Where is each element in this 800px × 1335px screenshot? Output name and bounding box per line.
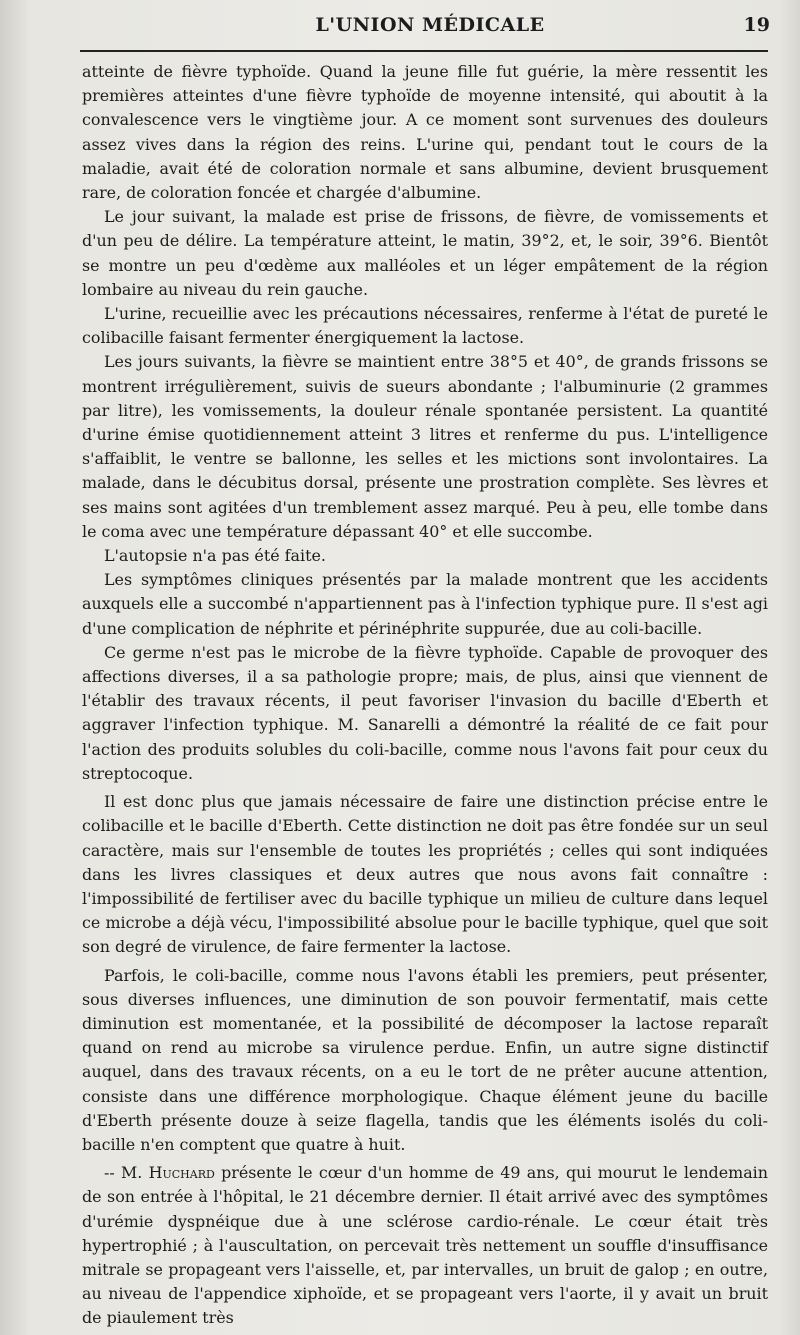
page-header [80,14,780,46]
paragraph: Les jours suivants, la fièvre se maintient entre 38°5 et 40°, de grands frissons se montrent irrégulièrement, suivis de sueurs abondante ; l'albuminurie (2 grammes par litre), les vomissements, la douleur rénale spontanée persistent. La quantité d'urine émise quotidiennement atteint 3 litres et renferme du pus. L'intelligence s'affaiblit, le ventre se ballonne, les selles et les mictions sont involontaires. La malade, dans le décubitus dorsal, présente une prostration complète. Ses lèvres et ses mains sont agitées d'un tremblement assez marqué. Peu à peu, elle tombe dans le coma avec une température dépassant 40° et elle succombe. [82,352,768,541]
paragraph: L'autopsie n'a pas été faite. [104,546,326,566]
paragraph: Il est donc plus que jamais nécessaire de faire une distinction précise entre le colibacille et le bacille d'Eberth. Cette distinction ne doit pas être fondée sur un seul caractère, mais sur l'ensemble de toutes les propriétés ; celles qui sont indiquées dans les livres classiques et deux autres que nous avons fait connaître : l'impossibilité de fertiliser avec du bacille typhique un milieu de culture dans lequel ce microbe a déjà vécu, l'impossibilité absolue pour le bacille typhique, quel que soit son degré de virulence, de faire fermenter la lactose. [82,792,768,957]
journal-title: L'UNION MÉDICALE [315,14,545,36]
paragraph: Parfois, le coli-bacille, comme nous l'avons établi les premiers, peut présenter, sous diverses influences, une diminution de son pouvoir fermentatif, mais cette diminution est momentanée, et la possibilité de décomposer la lactose reparaît quand on rend au microbe sa virulence perdue. Enfin, un autre signe distinctif auquel, dans des travaux récents, on a eu le tort de ne prêter aucune attention, consiste dans une différence morphologique. Chaque élément jeune du bacille d'Eberth présente douze à seize flagella, tandis que les éléments isolés du coli-bacille n'en comptent que quatre à huit. [82,965,768,1154]
paragraph: L'urine, recueillie avec les précautions nécessaires, renferme à l'état de pureté le colibacille faisant fermenter énergiquement la lactose. [82,304,768,348]
header-rule [80,50,768,52]
paragraph-huchard [82,1161,768,1330]
paragraph: Ce germe n'est pas le microbe de la fièvre typhoïde. Capable de provoquer des affections diverses, il a sa pathologie propre; mais, de plus, ainsi que viennent de l'établir des travaux récents, il peut favoriser l'invasion du bacille d'Eberth et aggraver l'infection typhique. M. Sanarelli a démontré la réalité de ce fait pour l'action des produits solubles du coli-bacille, comme nous l'avons fait pour ceux du streptocoque. [82,642,768,783]
author-name: Huchard [148,1163,215,1183]
paragraph-prefix: -- M. [104,1163,149,1183]
paragraph: Les symptômes cliniques présentés par la malade montrent que les accidents auxquels elle a succombé n'appartiennent pas à l'infection typhique pure. Il s'est agi d'une complication de néphrite et périnéphrite suppurée, due au coli-bacille. [82,570,768,638]
paragraph: atteinte de fièvre typhoïde. Quand la jeune fille fut guérie, la mère ressentit les premières atteintes d'une fièvre typhoïde de moyenne intensité, qui aboutit à la convalescence vers le vingtième jour. A ce moment sont survenues des douleurs assez vives dans la région des reins. L'urine qui, pendant tout le cours de la maladie, avait été de coloration normale et sans albumine, devient brusquement rare, de coloration foncée et chargée d'albumine. [82,62,768,203]
paragraph: Le jour suivant, la malade est prise de frissons, de fièvre, de vomissements et d'un peu de délire. La température atteint, le matin, 39°2, et, le soir, 39°6. Bientôt se montre un peu d'œdème aux malléoles et un léger empâtement de la région lombaire au niveau du rein gauche. [82,207,768,299]
article-body [82,60,768,1331]
page-number: 19 [743,14,770,36]
paragraph-text: présente le cœur d'un homme de 49 ans, qui mourut le lendemain de son entrée à l'hôpital, le 21 décembre dernier. Il était arrivé avec des symptômes d'urémie dyspnéique due à une sclérose cardio-rénale. Le cœur était très hypertrophié ; à l'auscultation, on percevait très nettement un souffle d'insuffisance mitrale se propageant vers l'aisselle, et, par intervalles, un bruit de galop ; en outre, au niveau de l'appendice xiphoïde, et se propageant vers l'aorte, il y avait un bruit de piaulement très [82,1163,768,1328]
